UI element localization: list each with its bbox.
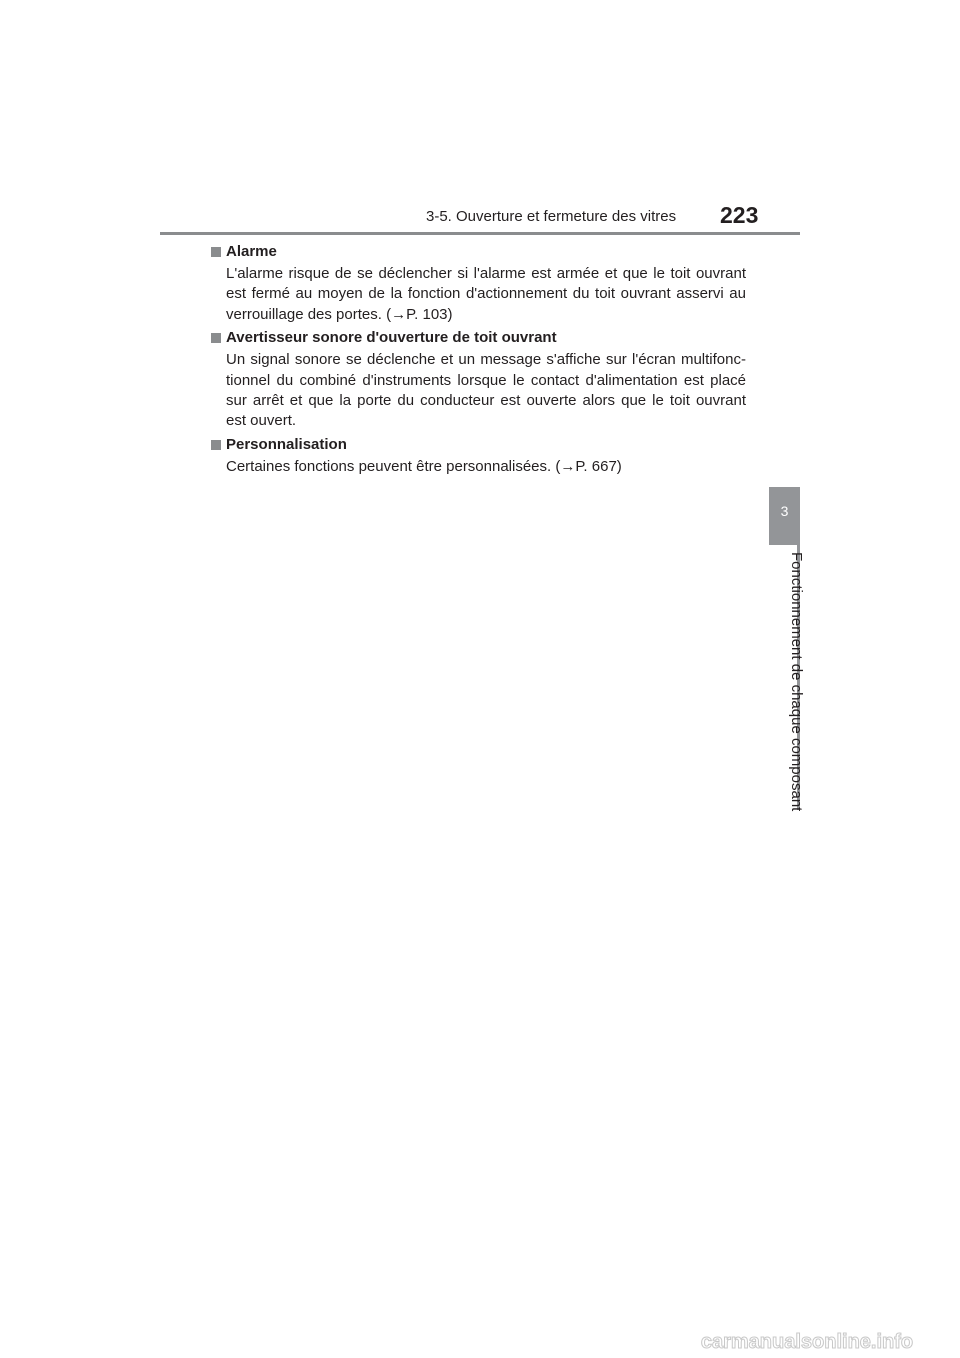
header-divider xyxy=(160,232,800,235)
body-line: Certaines fonctions peuvent être personnalisées. (→P. 667) xyxy=(226,457,622,475)
body-line: L'alarme risque de se déclencher si l'alarme est armée et que le toit ouvrant xyxy=(226,265,746,282)
section-alarme xyxy=(211,242,746,325)
chapter-number: 3 xyxy=(780,503,789,519)
section-heading-text: Avertisseur sonore d'ouverture de toit ouvrant xyxy=(226,329,557,347)
section-personnalisation xyxy=(211,435,746,477)
body-line: sur arrêt et que la porte du conducteur est ouverte alors que le toit ouvrant xyxy=(226,392,746,410)
body-line: est ouvert. xyxy=(226,412,297,430)
watermark-logo xyxy=(660,1331,955,1353)
chapter-title: Fonctionnement de chaque composant xyxy=(788,552,805,812)
section-avertisseur xyxy=(211,328,746,432)
square-bullet-icon xyxy=(211,247,221,257)
square-bullet-icon xyxy=(211,440,221,450)
section-heading xyxy=(211,435,746,455)
body-line: est fermé au moyen de la fonction d'actionnement du toit ouvrant asservi au xyxy=(226,285,746,303)
section-body xyxy=(226,350,746,432)
section-body xyxy=(226,457,746,477)
watermark-text: carmanualsonline.info xyxy=(700,1331,914,1353)
body-line: tionnel du combiné d'instruments lorsque le contact d'alimentation est placé xyxy=(226,371,746,389)
section-heading xyxy=(211,242,746,262)
page-number: 223 xyxy=(720,202,759,228)
chapter-tab xyxy=(769,487,800,545)
page-content xyxy=(211,242,746,477)
section-heading-text: Personnalisation xyxy=(226,435,347,453)
section-heading-text: Alarme xyxy=(226,243,277,260)
body-line: verrouillage des portes. (→P. 103) xyxy=(226,305,453,323)
body-line: Un signal sonore se déclenche et un message s'affiche sur l'écran multifonc- xyxy=(226,351,746,369)
square-bullet-icon xyxy=(211,333,221,343)
section-body xyxy=(226,264,746,325)
section-heading xyxy=(211,328,746,348)
section-title: 3-5. Ouverture et fermeture des vitres xyxy=(426,208,677,225)
